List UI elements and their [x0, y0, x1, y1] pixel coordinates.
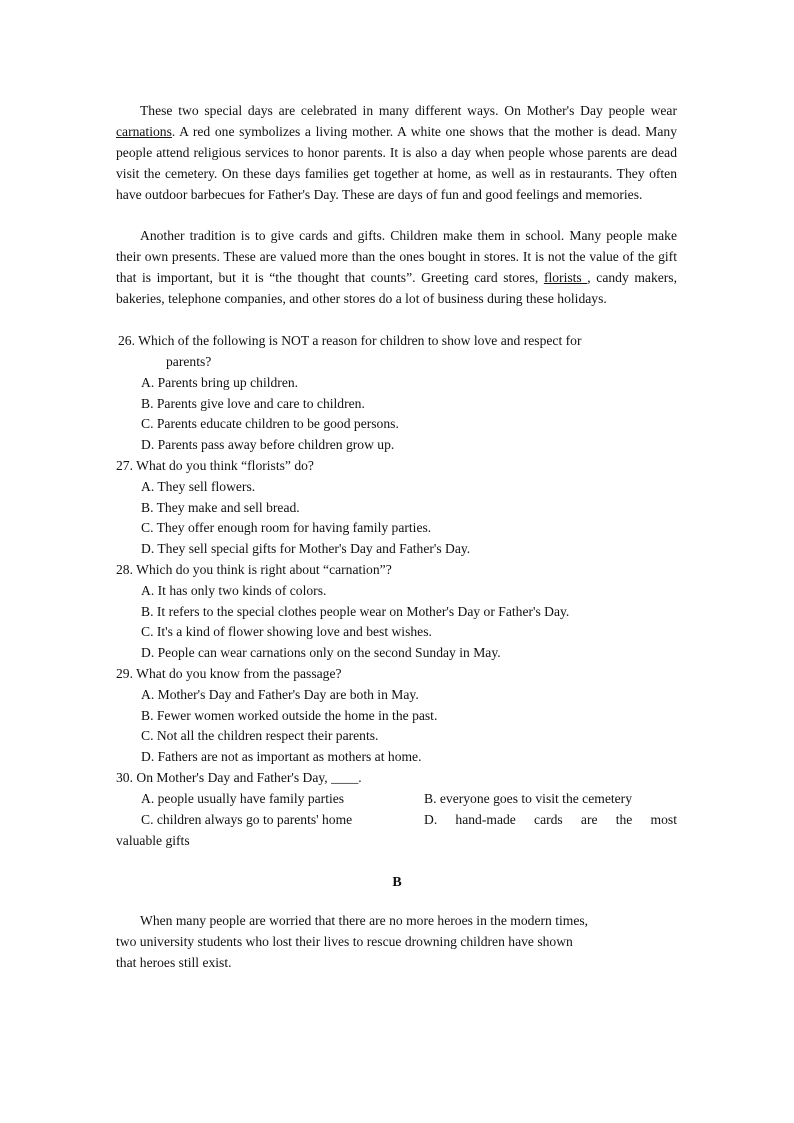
- question-number: 26.: [118, 333, 135, 348]
- option-b: B. everyone goes to visit the cemetery: [424, 791, 632, 806]
- option-c: C. Not all the children respect their parents.: [141, 728, 379, 743]
- question-number: 29.: [116, 666, 133, 681]
- option-c: C. Parents educate children to be good persons.: [141, 416, 399, 431]
- question-stem: [116, 456, 677, 477]
- option-c: C. It's a kind of flower showing love and best wishes.: [141, 624, 432, 639]
- paragraph-text: These two special days are celebrated in many different ways. On Mother's Day people wear: [140, 103, 677, 118]
- option-d: D. Fathers are not as important as mothers at home.: [141, 749, 422, 764]
- option-d: D. They sell special gifts for Mother's Day and Father's Day.: [141, 541, 471, 556]
- option-b: B. Parents give love and care to children.: [141, 396, 365, 411]
- option-a: A. They sell flowers.: [141, 479, 256, 494]
- question-stem: [116, 664, 677, 685]
- option-a: A. people usually have family parties: [141, 791, 345, 806]
- underlined-word-carnations: carnations: [116, 123, 172, 139]
- question-text: On Mother's Day and Father's Day, ____.: [136, 770, 362, 785]
- question-number: 27.: [116, 458, 133, 473]
- intro-line: that heroes still exist.: [116, 955, 232, 970]
- question-stem-continued: parents?: [166, 354, 212, 369]
- option-c: C. They offer enough room for having family parties.: [141, 520, 432, 535]
- option-b: B. It refers to the special clothes people wear on Mother's Day or Father's Day.: [141, 604, 570, 619]
- option-b: B. They make and sell bread.: [141, 500, 300, 515]
- question-text: Which of the following is NOT a reason for children to show love and respect for: [138, 333, 582, 348]
- question-stem: [116, 768, 677, 789]
- question-text: Which do you think is right about “carnation”?: [136, 562, 392, 577]
- option-a: A. It has only two kinds of colors.: [141, 583, 327, 598]
- option-d: D. People can wear carnations only on the second Sunday in May.: [141, 645, 501, 660]
- option-d-continued: valuable gifts: [116, 833, 190, 848]
- underlined-word-florists: florists: [543, 269, 588, 285]
- paragraph-text: . A red one symbolizes a living mother. A white one shows that the mother is dead. Many people attend religious services to honor parents. It is also a day when people whose parents are dead visit the cemetery. On these days families get together at home, as well as in restaurants. They often have outdoor barbecues for Father's Day. These are days of fun and good feelings and memories.: [116, 123, 677, 202]
- section-b-title: B: [392, 875, 402, 890]
- option-a: A. Parents bring up children.: [141, 375, 299, 390]
- question-number: 28.: [116, 562, 133, 577]
- option-b: B. Fewer women worked outside the home in the past.: [141, 708, 438, 723]
- paragraph-text: Another tradition is to give cards and gifts. Children make them in school. Many people make their own presents. These are valued more than the ones bought in stores. It is not the value of the gift that is important, but it is “the thought that counts”. Greeting card stores,: [116, 228, 677, 285]
- question-stem: [116, 560, 677, 581]
- intro-line: When many people are worried that there are no more heroes in the modern times,: [140, 913, 589, 928]
- option-d: D. Parents pass away before children grow up.: [141, 437, 395, 452]
- option-c: C. children always go to parents' home: [141, 812, 353, 827]
- option-d: D. hand-made cards are the most: [424, 812, 677, 827]
- question-number: 30.: [116, 770, 133, 785]
- paragraph-text: , candy makers, bakeries, telephone companies, and other stores do a lot of business during these holidays.: [116, 269, 677, 306]
- option-a: A. Mother's Day and Father's Day are both in May.: [141, 687, 419, 702]
- question-text: What do you think “florists” do?: [136, 458, 314, 473]
- passage-paragraph-2: [116, 226, 677, 310]
- passage-paragraph-1: [116, 101, 677, 206]
- question-stem: [118, 331, 679, 352]
- question-text: What do you know from the passage?: [136, 666, 342, 681]
- intro-line: two university students who lost their lives to rescue drowning children have shown: [116, 934, 573, 949]
